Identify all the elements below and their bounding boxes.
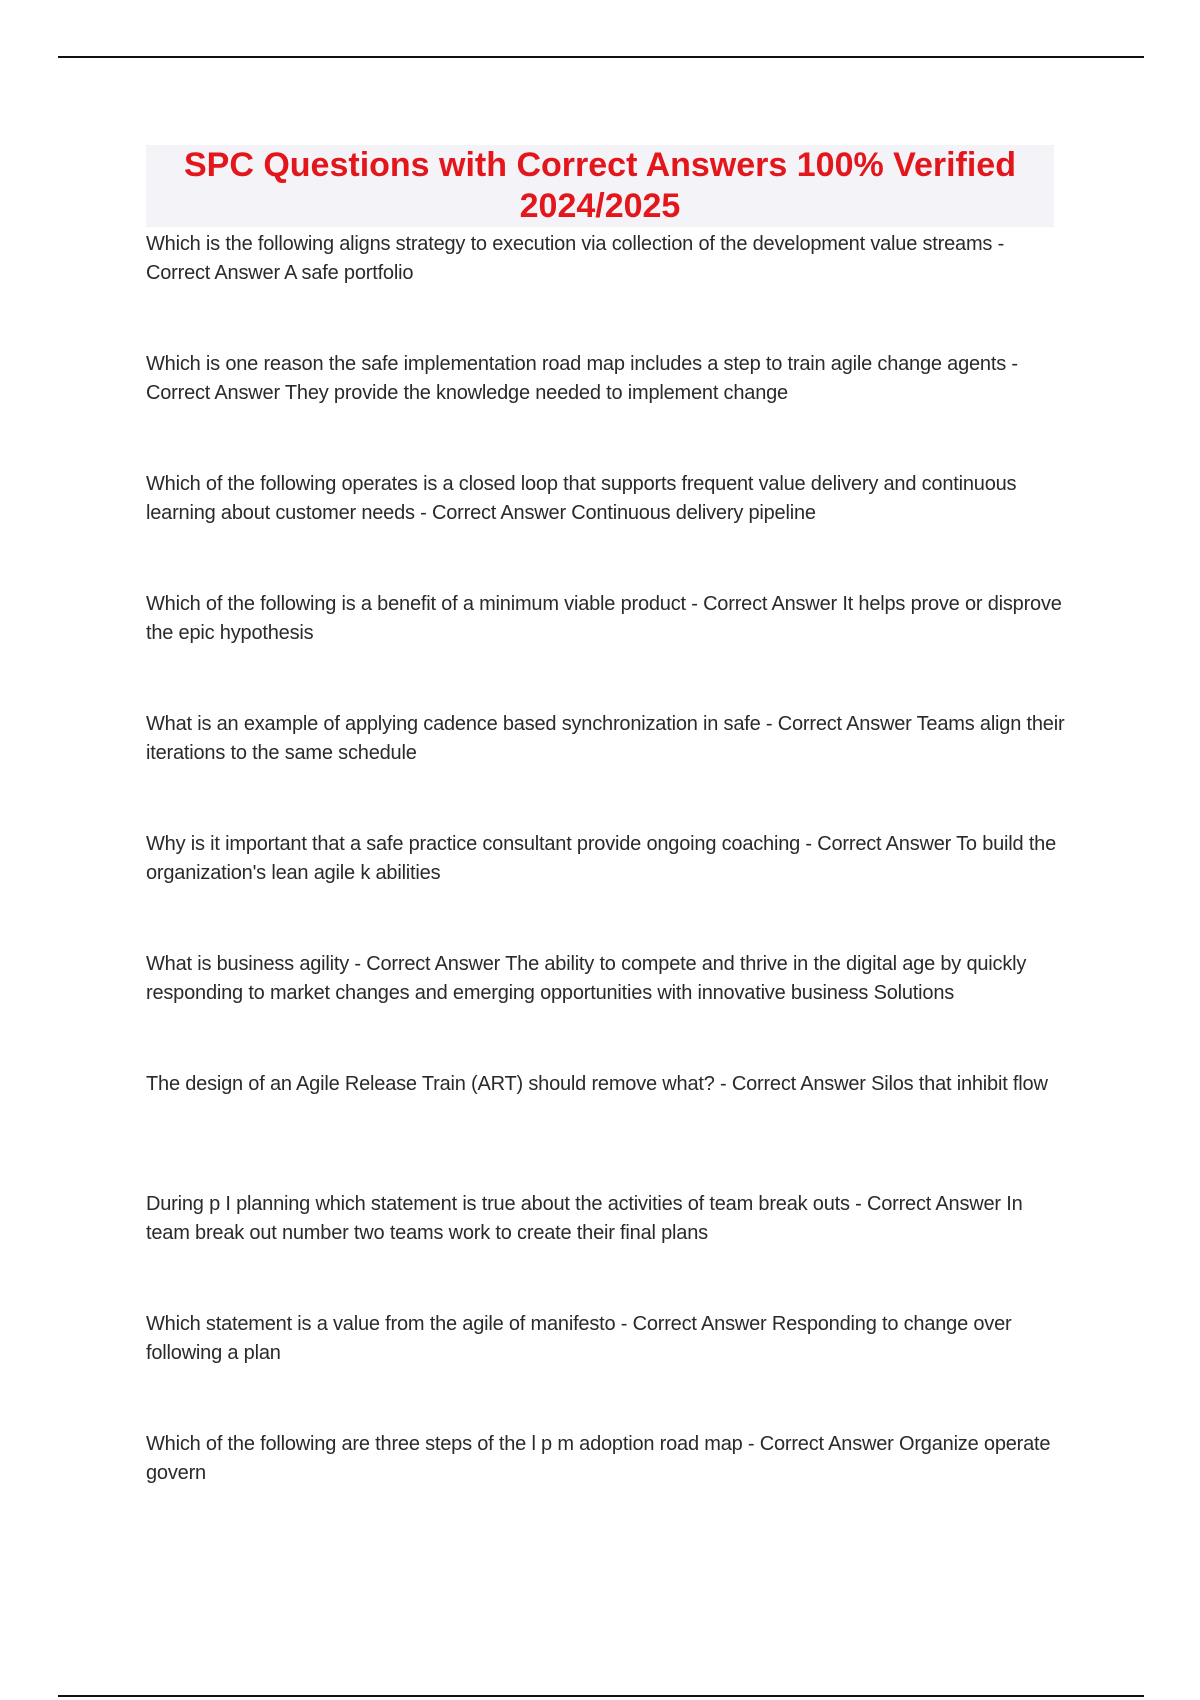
qa-item-4: Which of the following is a benefit of a minimum viable product - Correct Answer It helps prove or disprove the epic hypothesis	[146, 593, 1062, 644]
qa-item-6: Why is it important that a safe practice consultant provide ongoing coaching - Correct Answer To build the organization's lean agile k abilities	[146, 833, 1057, 884]
qa-item-3: Which of the following operates is a closed loop that supports frequent value delivery and continuous learning about customer needs - Correct Answer Continuous delivery pipeline	[146, 473, 1017, 524]
qa-item-9: During p I planning which statement is true about the activities of team break outs - Correct Answer In team break out number two teams work to create their final plans	[146, 1193, 1023, 1244]
qa-item-1: Which is the following aligns strategy to execution via collection of the development value streams - Correct Answer A safe portfolio	[146, 233, 1005, 284]
qa-item-2: Which is one reason the safe implementation road map includes a step to train agile change agents - Correct Answer They provide the knowledge needed to implement change	[146, 353, 1018, 404]
qa-item-8: The design of an Agile Release Train (ART) should remove what? - Correct Answer Silos that inhibit flow	[146, 1073, 1048, 1095]
qa-item-7: What is business agility - Correct Answer The ability to compete and thrive in the digital age by quickly responding to market changes and emerging opportunities with innovative business Solutions	[146, 953, 1027, 1004]
top-rule	[58, 56, 1144, 58]
title-banner	[146, 145, 1054, 227]
document-title: SPC Questions with Correct Answers 100% Verified 2024/2025	[183, 146, 1016, 225]
qa-list	[146, 230, 1066, 1550]
qa-item-5: What is an example of applying cadence based synchronization in safe - Correct Answer Teams align their iterations to the same schedule	[146, 713, 1065, 764]
qa-item-11: Which of the following are three steps of the l p m adoption road map - Correct Answer Organize operate govern	[146, 1433, 1051, 1484]
qa-item-10: Which statement is a value from the agile of manifesto - Correct Answer Responding to change over following a plan	[146, 1313, 1012, 1364]
bottom-rule	[58, 1695, 1144, 1697]
